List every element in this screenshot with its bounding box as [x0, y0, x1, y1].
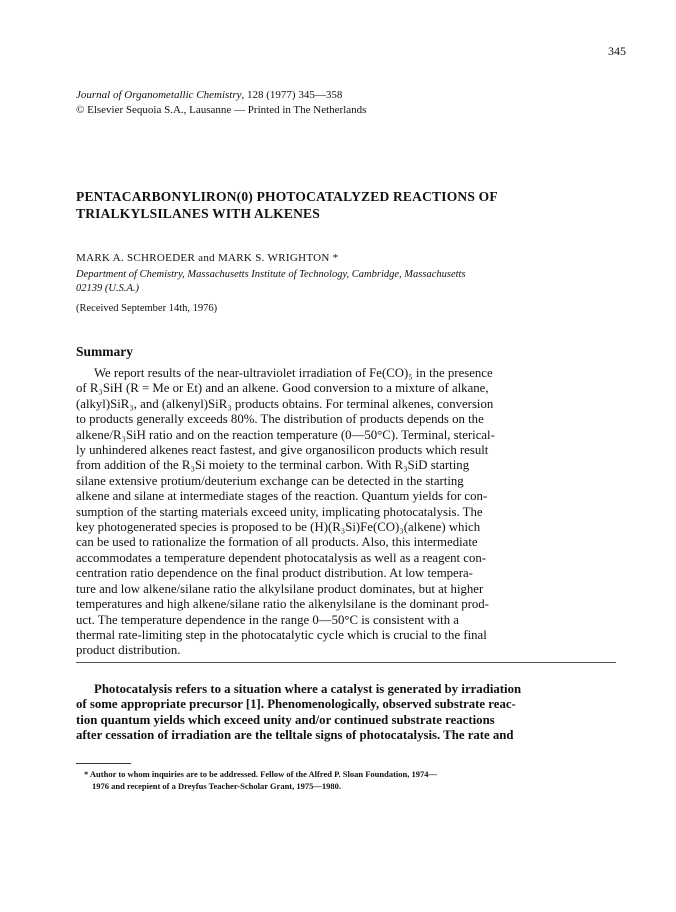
footnote-divider: [76, 763, 131, 764]
summary-line: alkene/R₃SiH ratio and on the reaction temperature (0—50°C). Terminal, sterical-: [76, 427, 495, 442]
body-line: Photocatalysis refers to a situation where a catalyst is generated by irradiation: [94, 682, 522, 696]
journal-citation: [76, 88, 616, 103]
body-line: after cessation of irradiation are the telltale signs of photocatalysis. The rate and: [76, 728, 514, 743]
summary-line: sumption of the starting materials exceed unity, implicating photocatalysis. The: [76, 504, 483, 519]
summary-line: thermal rate-limiting step in the photocatalytic cycle which is crucial to the final: [76, 627, 487, 642]
summary-line: silane extensive protium/deuterium exchange can be detected in the starting: [76, 473, 464, 488]
summary-line: ture and low alkene/silane ratio the alkylsilane product dominates, but at higher: [76, 581, 484, 596]
section-divider: [76, 662, 616, 663]
summary-line: We report results of the near-ultraviolet irradiation of Fe(CO)₅ in the presence: [94, 366, 493, 380]
summary-text: [76, 366, 616, 659]
summary-line: product distribution.: [76, 643, 181, 658]
summary-line: ly unhindered alkenes react fastest, and give organosilicon products which result: [76, 443, 489, 458]
page-number: 345: [608, 44, 626, 58]
summary-line: accommodates a temperature dependent photocatalysis as well as a reagent con-: [76, 550, 487, 565]
journal-volume: , 128 (1977) 345—358: [241, 89, 343, 101]
summary-line: from addition of the R₃Si moiety to the terminal carbon. With R₃SiD starting: [76, 458, 470, 473]
affiliation-line: Department of Chemistry, Massachusetts Institute of Technology, Cambridge, Massachusetts: [76, 269, 466, 280]
footnote-line: * Author to whom inquiries are to be addressed. Fellow of the Alfred P. Sloan Foundation, 1974—: [84, 769, 438, 779]
affiliation-line: 02139 (U.S.A.): [76, 283, 139, 294]
title-line: PENTACARBONYLIRON(0) PHOTOCATALYZED REACTIONS OF: [76, 189, 498, 204]
journal-name: Journal of Organometallic Chemistry: [76, 89, 242, 101]
paper-title: [76, 188, 616, 222]
summary-line: of R₃SiH (R = Me or Et) and an alkene. Good conversion to a mixture of alkane,: [76, 381, 489, 396]
body-line: tion quantum yields which exceed unity and/or continued substrate reactions: [76, 712, 495, 727]
summary-line: key photogenerated species is proposed to be (H)(R₃Si)Fe(CO)₃(alkene) which: [76, 520, 481, 535]
publisher-line: © Elsevier Sequoia S.A., Lausanne — Printed in The Netherlands: [76, 104, 367, 116]
journal-header: [76, 88, 616, 118]
summary-line: to products generally exceeds 80%. The distribution of products depends on the: [76, 412, 484, 427]
title-line: TRIALKYLSILANES WITH ALKENES: [76, 206, 320, 221]
footnote-line: 1976 and recepient of a Dreyfus Teacher-Scholar Grant, 1975—1980.: [92, 781, 342, 791]
body-line: of some appropriate precursor [1]. Phenomenologically, observed substrate reac-: [76, 697, 516, 712]
summary-line: (alkyl)SiR₃, and (alkenyl)SiR₃ products obtains. For terminal alkenes, conversion: [76, 396, 494, 411]
summary-line: alkene and silane at intermediate stages of the reaction. Quantum yields for con-: [76, 489, 488, 504]
summary-line: temperatures and high alkene/silane ratio the alkenylsilane is the dominant prod-: [76, 597, 489, 612]
summary-line: can be used to rationalize the formation of all products. Also, this intermediate: [76, 535, 478, 550]
summary-heading: Summary: [76, 344, 133, 359]
footnote: [84, 768, 619, 792]
summary-line: uct. The temperature dependence in the range 0—50°C is consistent with a: [76, 612, 459, 627]
summary-line: centration ratio dependence on the final product distribution. At low tempera-: [76, 566, 473, 581]
authors: MARK A. SCHROEDER and MARK S. WRIGHTON *: [76, 252, 339, 264]
affiliation: [76, 268, 621, 296]
body-text: [76, 682, 616, 744]
received-date: (Received September 14th, 1976): [76, 303, 218, 314]
